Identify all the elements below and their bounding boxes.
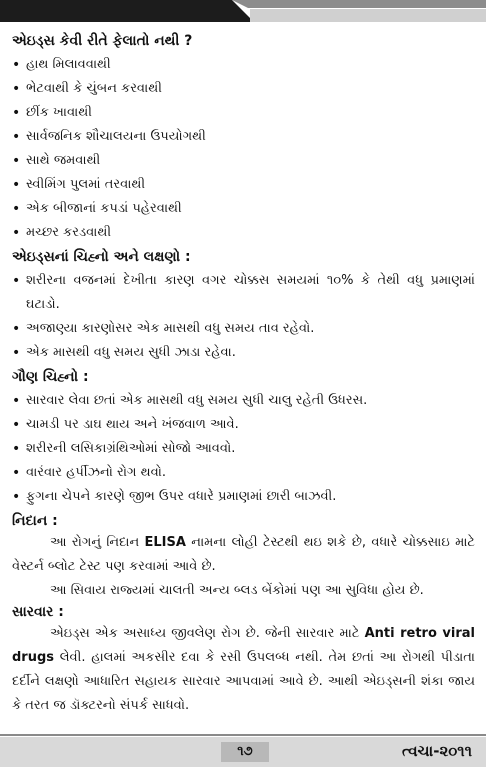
blood-bank-paragraph: આ સિવાય રાજ્યમાં ચાલતી અન્ય બ્લડ બેંકોમાં પણ આ સુવિધા હોય છે. (50, 583, 424, 598)
list-item: • ચામડી પર ડાઘ થાય અને ખંજવાળ આવે. (12, 413, 475, 437)
list-item: • મચ્છર કરડવાથી (12, 221, 475, 245)
list-item: • છીંક ખાવાથી (12, 101, 475, 125)
heading-minor-symptoms: ગૌણ ચિહ્નો : (12, 369, 89, 385)
treatment-text-start: એઇડ્સ એક અસાધ્ય જીવલેણ રોગ છે. જેની સારવાર માટે (50, 626, 365, 641)
page-number: ૧૭ (221, 742, 269, 762)
diagnosis-text-start: આ રોગનું નિદાન (50, 535, 145, 550)
heading-treatment: સારવાર : (12, 604, 64, 620)
elisa-term: ELISA (144, 535, 186, 550)
list-item: • સાર્વજનિક શૌચાલયના ઉપયોગથી (12, 125, 475, 149)
minor-symptoms-list (12, 389, 475, 509)
article-body (12, 32, 475, 718)
list-item: • ભેટવાથી કે ચુંબન કરવાથી (12, 77, 475, 101)
list-item: • સ્વીમિંગ પુલમાં તરવાથી (12, 173, 475, 197)
not-spread-list (12, 53, 475, 245)
diagnosis-paragraph (12, 531, 475, 579)
list-item: • હાથ મિલાવવાથી (12, 53, 475, 77)
list-item: • સારવાર લેવા છતાં એક માસથી વધુ સમય સુધી ચાલુ રહેતી ઉધરસ. (12, 389, 475, 413)
drug-name: Anti retro viral drugs (12, 626, 475, 665)
symptoms-list (12, 269, 475, 365)
journal-title: ત્વચા-૨૦૧૧ (401, 742, 472, 760)
treatment-paragraph (12, 622, 475, 718)
list-item: • અજાણ્યા કારણોસર એક માસથી વધુ સમય તાવ રહેવો. (12, 317, 475, 341)
top-decorative-bar (0, 0, 486, 22)
diagnosis-text-end: નામના લોહી ટેસ્ટથી થઇ શકે છે, વધારે ચોક્કસાઇ માટે વેસ્ટર્ન બ્લોટ ટેસ્ટ પણ કરવામાં આવે છે. (12, 535, 475, 574)
list-item: • વારંવાર હર્પીઝનો રોગ થવો. (12, 461, 475, 485)
list-item: • એક બીજાનાં કપડાં પહેરવાથી (12, 197, 475, 221)
list-item: • એક માસથી વધુ સમય સુધી ઝાડા રહેવા. (12, 341, 475, 365)
treatment-text-end: લેવી. હાલમાં અકસીર દવા કે રસી ઉપલબ્ધ નથી. તેમ છતાં આ રોગથી પીડાતા દર્દીને લક્ષણો આધારિત સહાયક સારવાર આપવામાં આવે છે. આથી એઇડ્સની શંકા જાય કે તરત જ ડૉક્ટરનો સંપર્ક સાધવો. (12, 650, 475, 713)
list-item: • સાથે જમવાથી (12, 149, 475, 173)
heading-not-spread: એઇડ્સ કેવી રીતે ફેલાતો નથી ? (12, 33, 193, 49)
list-item: • શરીરના વજનમાં દેખીતા કારણ વગર ચોક્કસ સમયમાં ૧૦% કે તેથી વધુ પ્રમાણમાં ઘટાડો. (12, 269, 475, 317)
list-item: • શરીરની લસિકાગ્રંથિઓમાં સોજો આવવો. (12, 437, 475, 461)
footer-divider (0, 734, 486, 736)
heading-symptoms: એઇડ્સનાં ચિહ્નો અને લક્ષણો : (12, 249, 191, 265)
heading-diagnosis: નિદાન : (12, 513, 58, 529)
list-item: • ફુગના ચેપને કારણે જીભ ઉપર વધારે પ્રમાણમાં છારી બાઝવી. (12, 485, 475, 509)
